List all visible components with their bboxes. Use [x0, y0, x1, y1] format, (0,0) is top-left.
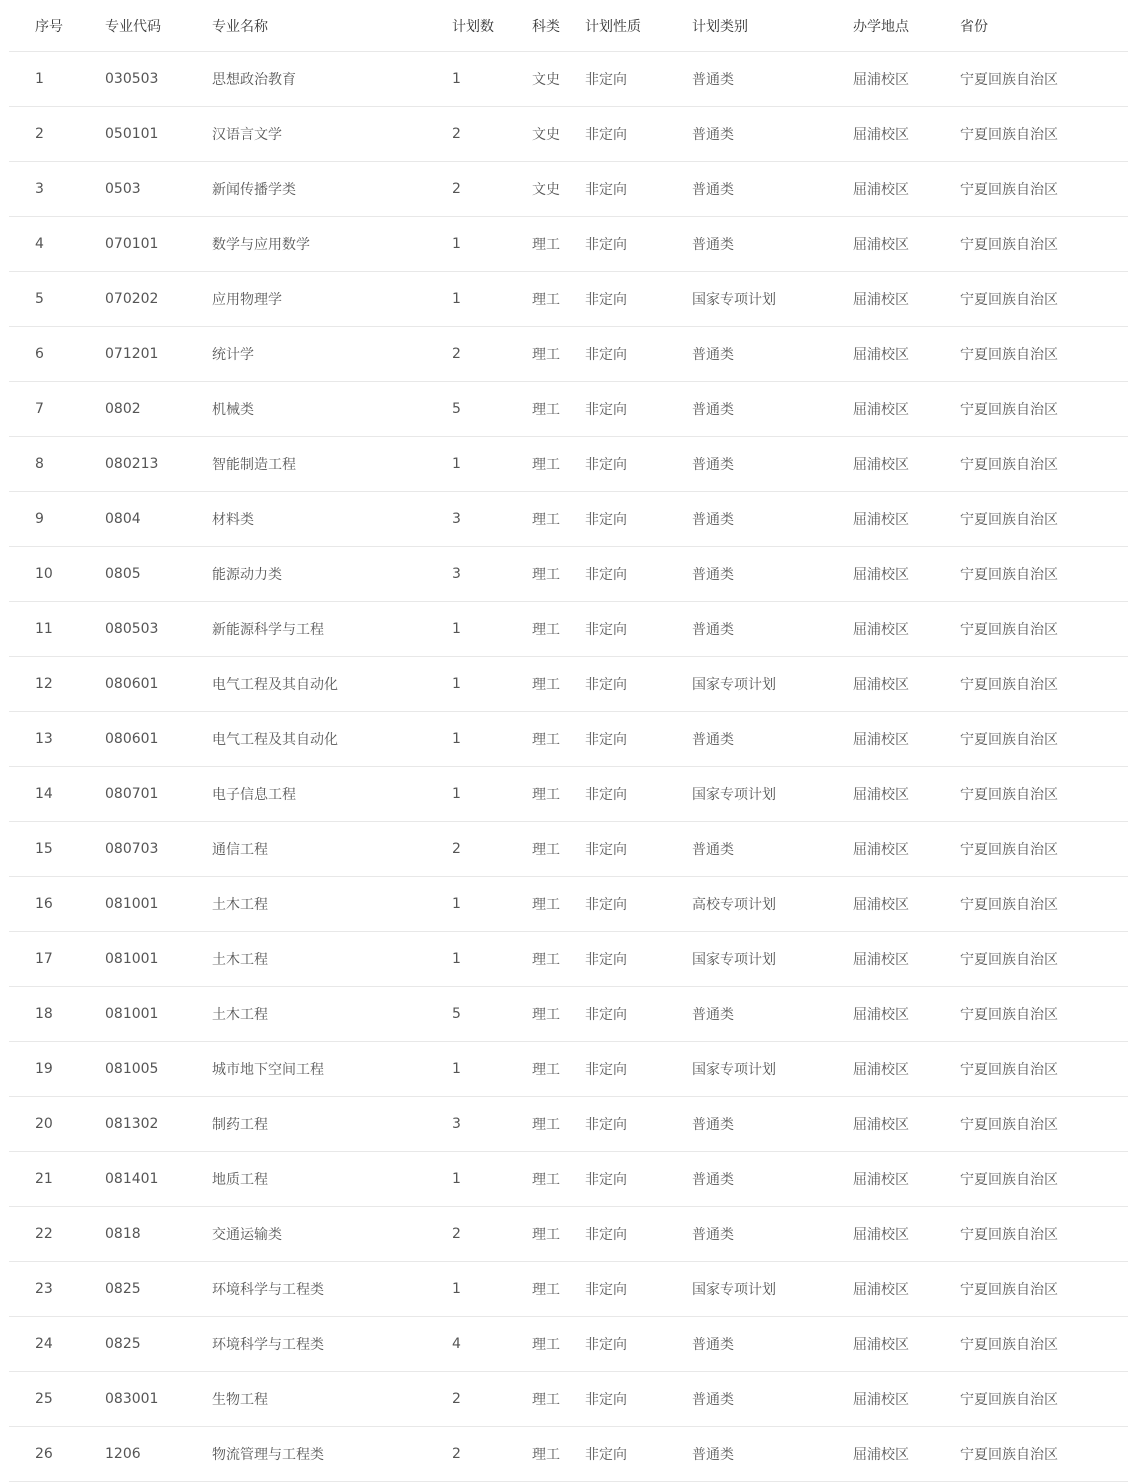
table-row	[9, 437, 1128, 492]
cell-index: 2	[9, 107, 105, 162]
cell-subject-type: 理工	[532, 657, 585, 712]
table-row	[9, 712, 1128, 767]
cell-subject-type: 理工	[532, 437, 585, 492]
cell-plan-category: 普通类	[692, 987, 853, 1042]
cell-province: 宁夏回族自治区	[960, 1372, 1128, 1427]
table-row	[9, 382, 1128, 437]
cell-plan-count: 1	[452, 877, 532, 932]
cell-subject-type: 理工	[532, 877, 585, 932]
cell-plan-nature: 非定向	[585, 107, 692, 162]
cell-campus: 屈浦校区	[853, 217, 960, 272]
cell-major-code: 1206	[105, 1427, 212, 1482]
cell-province: 宁夏回族自治区	[960, 1042, 1128, 1097]
cell-plan-nature: 非定向	[585, 382, 692, 437]
cell-major-code: 081005	[105, 1042, 212, 1097]
cell-major-name: 制药工程	[212, 1097, 452, 1152]
cell-plan-count: 3	[452, 1097, 532, 1152]
cell-major-code: 081401	[105, 1152, 212, 1207]
table-row	[9, 272, 1128, 327]
cell-subject-type: 理工	[532, 1152, 585, 1207]
header-cell-campus: 办学地点	[853, 0, 960, 52]
cell-province: 宁夏回族自治区	[960, 52, 1128, 107]
cell-province: 宁夏回族自治区	[960, 1207, 1128, 1262]
cell-index: 9	[9, 492, 105, 547]
cell-plan-category: 普通类	[692, 602, 853, 657]
cell-major-name: 地质工程	[212, 1152, 452, 1207]
cell-major-code: 0825	[105, 1317, 212, 1372]
cell-plan-count: 2	[452, 162, 532, 217]
cell-plan-nature: 非定向	[585, 217, 692, 272]
table-row	[9, 492, 1128, 547]
cell-plan-count: 2	[452, 1207, 532, 1262]
table-row	[9, 1427, 1128, 1482]
cell-major-code: 080601	[105, 712, 212, 767]
cell-campus: 屈浦校区	[853, 602, 960, 657]
cell-plan-category: 普通类	[692, 1207, 853, 1262]
table-row	[9, 1262, 1128, 1317]
cell-index: 19	[9, 1042, 105, 1097]
cell-plan-nature: 非定向	[585, 547, 692, 602]
cell-province: 宁夏回族自治区	[960, 877, 1128, 932]
cell-major-code: 080703	[105, 822, 212, 877]
cell-campus: 屈浦校区	[853, 327, 960, 382]
cell-subject-type: 理工	[532, 1427, 585, 1482]
cell-major-name: 能源动力类	[212, 547, 452, 602]
cell-major-name: 应用物理学	[212, 272, 452, 327]
cell-index: 3	[9, 162, 105, 217]
cell-plan-nature: 非定向	[585, 1372, 692, 1427]
cell-subject-type: 理工	[532, 1262, 585, 1317]
cell-plan-nature: 非定向	[585, 52, 692, 107]
cell-major-name: 环境科学与工程类	[212, 1317, 452, 1372]
cell-campus: 屈浦校区	[853, 1427, 960, 1482]
cell-major-name: 土木工程	[212, 987, 452, 1042]
cell-subject-type: 理工	[532, 1317, 585, 1372]
cell-index: 20	[9, 1097, 105, 1152]
cell-index: 10	[9, 547, 105, 602]
cell-plan-nature: 非定向	[585, 162, 692, 217]
cell-plan-nature: 非定向	[585, 1262, 692, 1317]
cell-major-code: 0805	[105, 547, 212, 602]
cell-index: 11	[9, 602, 105, 657]
cell-plan-nature: 非定向	[585, 657, 692, 712]
cell-major-name: 数学与应用数学	[212, 217, 452, 272]
cell-province: 宁夏回族自治区	[960, 272, 1128, 327]
cell-major-name: 电气工程及其自动化	[212, 712, 452, 767]
cell-campus: 屈浦校区	[853, 987, 960, 1042]
cell-subject-type: 文史	[532, 107, 585, 162]
cell-major-name: 环境科学与工程类	[212, 1262, 452, 1317]
cell-plan-count: 5	[452, 382, 532, 437]
cell-province: 宁夏回族自治区	[960, 767, 1128, 822]
cell-index: 23	[9, 1262, 105, 1317]
enrollment-plan-table	[9, 0, 1128, 1482]
table-row	[9, 547, 1128, 602]
cell-subject-type: 理工	[532, 327, 585, 382]
table-row	[9, 767, 1128, 822]
cell-plan-category: 国家专项计划	[692, 1262, 853, 1317]
cell-plan-count: 1	[452, 272, 532, 327]
cell-campus: 屈浦校区	[853, 1097, 960, 1152]
cell-subject-type: 理工	[532, 932, 585, 987]
cell-major-code: 080213	[105, 437, 212, 492]
cell-campus: 屈浦校区	[853, 657, 960, 712]
cell-province: 宁夏回族自治区	[960, 217, 1128, 272]
cell-plan-count: 5	[452, 987, 532, 1042]
cell-subject-type: 理工	[532, 1042, 585, 1097]
cell-plan-category: 普通类	[692, 437, 853, 492]
cell-major-name: 智能制造工程	[212, 437, 452, 492]
cell-major-code: 0825	[105, 1262, 212, 1317]
cell-index: 15	[9, 822, 105, 877]
cell-index: 17	[9, 932, 105, 987]
cell-plan-count: 1	[452, 932, 532, 987]
cell-plan-nature: 非定向	[585, 1427, 692, 1482]
cell-plan-category: 普通类	[692, 327, 853, 382]
cell-plan-count: 1	[452, 217, 532, 272]
cell-campus: 屈浦校区	[853, 437, 960, 492]
cell-plan-nature: 非定向	[585, 602, 692, 657]
cell-province: 宁夏回族自治区	[960, 162, 1128, 217]
cell-plan-nature: 非定向	[585, 1097, 692, 1152]
cell-plan-nature: 非定向	[585, 437, 692, 492]
cell-major-name: 新闻传播学类	[212, 162, 452, 217]
cell-index: 6	[9, 327, 105, 382]
cell-plan-count: 4	[452, 1317, 532, 1372]
cell-major-code: 071201	[105, 327, 212, 382]
cell-plan-count: 1	[452, 1152, 532, 1207]
table-row	[9, 932, 1128, 987]
cell-plan-category: 普通类	[692, 1097, 853, 1152]
cell-campus: 屈浦校区	[853, 1207, 960, 1262]
cell-major-code: 0804	[105, 492, 212, 547]
cell-plan-nature: 非定向	[585, 1207, 692, 1262]
cell-province: 宁夏回族自治区	[960, 327, 1128, 382]
cell-province: 宁夏回族自治区	[960, 712, 1128, 767]
cell-plan-count: 1	[452, 1042, 532, 1097]
cell-province: 宁夏回族自治区	[960, 657, 1128, 712]
cell-province: 宁夏回族自治区	[960, 822, 1128, 877]
cell-major-name: 土木工程	[212, 932, 452, 987]
cell-plan-count: 1	[452, 437, 532, 492]
table-row	[9, 877, 1128, 932]
table-row	[9, 1152, 1128, 1207]
cell-province: 宁夏回族自治区	[960, 932, 1128, 987]
cell-province: 宁夏回族自治区	[960, 492, 1128, 547]
cell-major-name: 城市地下空间工程	[212, 1042, 452, 1097]
cell-major-code: 083001	[105, 1372, 212, 1427]
table-row	[9, 52, 1128, 107]
cell-plan-category: 国家专项计划	[692, 1042, 853, 1097]
cell-subject-type: 理工	[532, 712, 585, 767]
cell-subject-type: 文史	[532, 162, 585, 217]
cell-index: 21	[9, 1152, 105, 1207]
header-cell-plan-count: 计划数	[452, 0, 532, 52]
cell-campus: 屈浦校区	[853, 1372, 960, 1427]
cell-plan-category: 普通类	[692, 712, 853, 767]
cell-plan-category: 普通类	[692, 1427, 853, 1482]
cell-plan-nature: 非定向	[585, 712, 692, 767]
table-row	[9, 1207, 1128, 1262]
table-row	[9, 1317, 1128, 1372]
cell-plan-category: 普通类	[692, 107, 853, 162]
cell-index: 12	[9, 657, 105, 712]
cell-plan-count: 1	[452, 767, 532, 822]
header-cell-province: 省份	[960, 0, 1128, 52]
cell-campus: 屈浦校区	[853, 382, 960, 437]
cell-province: 宁夏回族自治区	[960, 547, 1128, 602]
cell-major-code: 0802	[105, 382, 212, 437]
cell-subject-type: 理工	[532, 767, 585, 822]
cell-province: 宁夏回族自治区	[960, 1152, 1128, 1207]
cell-subject-type: 理工	[532, 547, 585, 602]
table-row	[9, 602, 1128, 657]
cell-province: 宁夏回族自治区	[960, 987, 1128, 1042]
cell-major-code: 0818	[105, 1207, 212, 1262]
cell-major-code: 081302	[105, 1097, 212, 1152]
header-cell-plan-nature: 计划性质	[585, 0, 692, 52]
cell-plan-category: 高校专项计划	[692, 877, 853, 932]
cell-index: 18	[9, 987, 105, 1042]
cell-province: 宁夏回族自治区	[960, 1427, 1128, 1482]
cell-subject-type: 理工	[532, 602, 585, 657]
cell-subject-type: 理工	[532, 217, 585, 272]
header-cell-subject-type: 科类	[532, 0, 585, 52]
cell-major-name: 思想政治教育	[212, 52, 452, 107]
cell-subject-type: 理工	[532, 382, 585, 437]
cell-province: 宁夏回族自治区	[960, 382, 1128, 437]
cell-subject-type: 理工	[532, 1097, 585, 1152]
header-cell-index: 序号	[9, 0, 105, 52]
cell-plan-count: 2	[452, 327, 532, 382]
cell-major-name: 物流管理与工程类	[212, 1427, 452, 1482]
cell-plan-category: 普通类	[692, 52, 853, 107]
cell-plan-category: 国家专项计划	[692, 932, 853, 987]
cell-plan-nature: 非定向	[585, 987, 692, 1042]
cell-index: 16	[9, 877, 105, 932]
cell-index: 26	[9, 1427, 105, 1482]
cell-plan-count: 3	[452, 492, 532, 547]
cell-major-code: 081001	[105, 932, 212, 987]
cell-subject-type: 理工	[532, 987, 585, 1042]
cell-campus: 屈浦校区	[853, 877, 960, 932]
header-cell-major-name: 专业名称	[212, 0, 452, 52]
cell-subject-type: 理工	[532, 1207, 585, 1262]
cell-plan-category: 普通类	[692, 1152, 853, 1207]
cell-campus: 屈浦校区	[853, 712, 960, 767]
cell-plan-count: 2	[452, 822, 532, 877]
cell-major-name: 新能源科学与工程	[212, 602, 452, 657]
cell-plan-category: 普通类	[692, 547, 853, 602]
cell-plan-count: 2	[452, 1427, 532, 1482]
cell-plan-category: 普通类	[692, 217, 853, 272]
cell-campus: 屈浦校区	[853, 52, 960, 107]
cell-major-name: 统计学	[212, 327, 452, 382]
cell-campus: 屈浦校区	[853, 932, 960, 987]
cell-index: 4	[9, 217, 105, 272]
cell-index: 14	[9, 767, 105, 822]
cell-index: 13	[9, 712, 105, 767]
cell-province: 宁夏回族自治区	[960, 107, 1128, 162]
cell-index: 8	[9, 437, 105, 492]
cell-plan-nature: 非定向	[585, 822, 692, 877]
cell-plan-category: 普通类	[692, 1317, 853, 1372]
cell-major-code: 080503	[105, 602, 212, 657]
cell-plan-nature: 非定向	[585, 272, 692, 327]
cell-plan-category: 国家专项计划	[692, 272, 853, 327]
cell-major-name: 电子信息工程	[212, 767, 452, 822]
cell-subject-type: 理工	[532, 1372, 585, 1427]
cell-campus: 屈浦校区	[853, 822, 960, 877]
cell-index: 22	[9, 1207, 105, 1262]
cell-plan-category: 普通类	[692, 1372, 853, 1427]
table-header-row	[9, 0, 1128, 52]
table-row	[9, 107, 1128, 162]
cell-plan-count: 2	[452, 107, 532, 162]
cell-province: 宁夏回族自治区	[960, 1317, 1128, 1372]
cell-major-code: 030503	[105, 52, 212, 107]
cell-plan-count: 1	[452, 602, 532, 657]
cell-campus: 屈浦校区	[853, 1042, 960, 1097]
cell-index: 1	[9, 52, 105, 107]
cell-major-name: 电气工程及其自动化	[212, 657, 452, 712]
cell-major-code: 081001	[105, 987, 212, 1042]
cell-major-name: 材料类	[212, 492, 452, 547]
cell-plan-count: 1	[452, 52, 532, 107]
cell-major-name: 汉语言文学	[212, 107, 452, 162]
cell-plan-nature: 非定向	[585, 767, 692, 822]
cell-plan-nature: 非定向	[585, 492, 692, 547]
cell-subject-type: 理工	[532, 272, 585, 327]
cell-major-name: 土木工程	[212, 877, 452, 932]
table-row	[9, 822, 1128, 877]
cell-major-name: 通信工程	[212, 822, 452, 877]
cell-index: 5	[9, 272, 105, 327]
cell-index: 24	[9, 1317, 105, 1372]
cell-major-code: 081001	[105, 877, 212, 932]
cell-index: 7	[9, 382, 105, 437]
cell-plan-nature: 非定向	[585, 1317, 692, 1372]
cell-major-code: 070101	[105, 217, 212, 272]
cell-major-name: 机械类	[212, 382, 452, 437]
cell-plan-count: 1	[452, 712, 532, 767]
cell-index: 25	[9, 1372, 105, 1427]
cell-plan-nature: 非定向	[585, 1152, 692, 1207]
cell-plan-category: 国家专项计划	[692, 657, 853, 712]
cell-subject-type: 文史	[532, 52, 585, 107]
cell-subject-type: 理工	[532, 492, 585, 547]
cell-plan-category: 普通类	[692, 822, 853, 877]
cell-plan-count: 1	[452, 657, 532, 712]
cell-province: 宁夏回族自治区	[960, 602, 1128, 657]
cell-campus: 屈浦校区	[853, 272, 960, 327]
cell-major-code: 0503	[105, 162, 212, 217]
cell-plan-count: 1	[452, 1262, 532, 1317]
cell-major-code: 070202	[105, 272, 212, 327]
cell-province: 宁夏回族自治区	[960, 437, 1128, 492]
cell-plan-nature: 非定向	[585, 877, 692, 932]
cell-major-name: 生物工程	[212, 1372, 452, 1427]
cell-campus: 屈浦校区	[853, 162, 960, 217]
cell-plan-count: 3	[452, 547, 532, 602]
cell-campus: 屈浦校区	[853, 492, 960, 547]
cell-campus: 屈浦校区	[853, 547, 960, 602]
table-row	[9, 1097, 1128, 1152]
table-row	[9, 987, 1128, 1042]
cell-plan-category: 普通类	[692, 162, 853, 217]
table-row	[9, 217, 1128, 272]
cell-plan-nature: 非定向	[585, 1042, 692, 1097]
cell-subject-type: 理工	[532, 822, 585, 877]
cell-major-code: 080701	[105, 767, 212, 822]
cell-plan-nature: 非定向	[585, 327, 692, 382]
table-row	[9, 1042, 1128, 1097]
table-body	[9, 52, 1128, 1482]
cell-plan-category: 普通类	[692, 492, 853, 547]
cell-major-name: 交通运输类	[212, 1207, 452, 1262]
cell-campus: 屈浦校区	[853, 767, 960, 822]
cell-plan-nature: 非定向	[585, 932, 692, 987]
cell-province: 宁夏回族自治区	[960, 1262, 1128, 1317]
table-row	[9, 1372, 1128, 1427]
cell-campus: 屈浦校区	[853, 107, 960, 162]
cell-plan-count: 2	[452, 1372, 532, 1427]
header-cell-plan-category: 计划类别	[692, 0, 853, 52]
table-row	[9, 327, 1128, 382]
header-cell-major-code: 专业代码	[105, 0, 212, 52]
cell-major-code: 080601	[105, 657, 212, 712]
table-row	[9, 162, 1128, 217]
cell-major-code: 050101	[105, 107, 212, 162]
cell-plan-category: 普通类	[692, 382, 853, 437]
cell-campus: 屈浦校区	[853, 1262, 960, 1317]
cell-campus: 屈浦校区	[853, 1317, 960, 1372]
cell-plan-category: 国家专项计划	[692, 767, 853, 822]
cell-campus: 屈浦校区	[853, 1152, 960, 1207]
cell-province: 宁夏回族自治区	[960, 1097, 1128, 1152]
table-row	[9, 657, 1128, 712]
